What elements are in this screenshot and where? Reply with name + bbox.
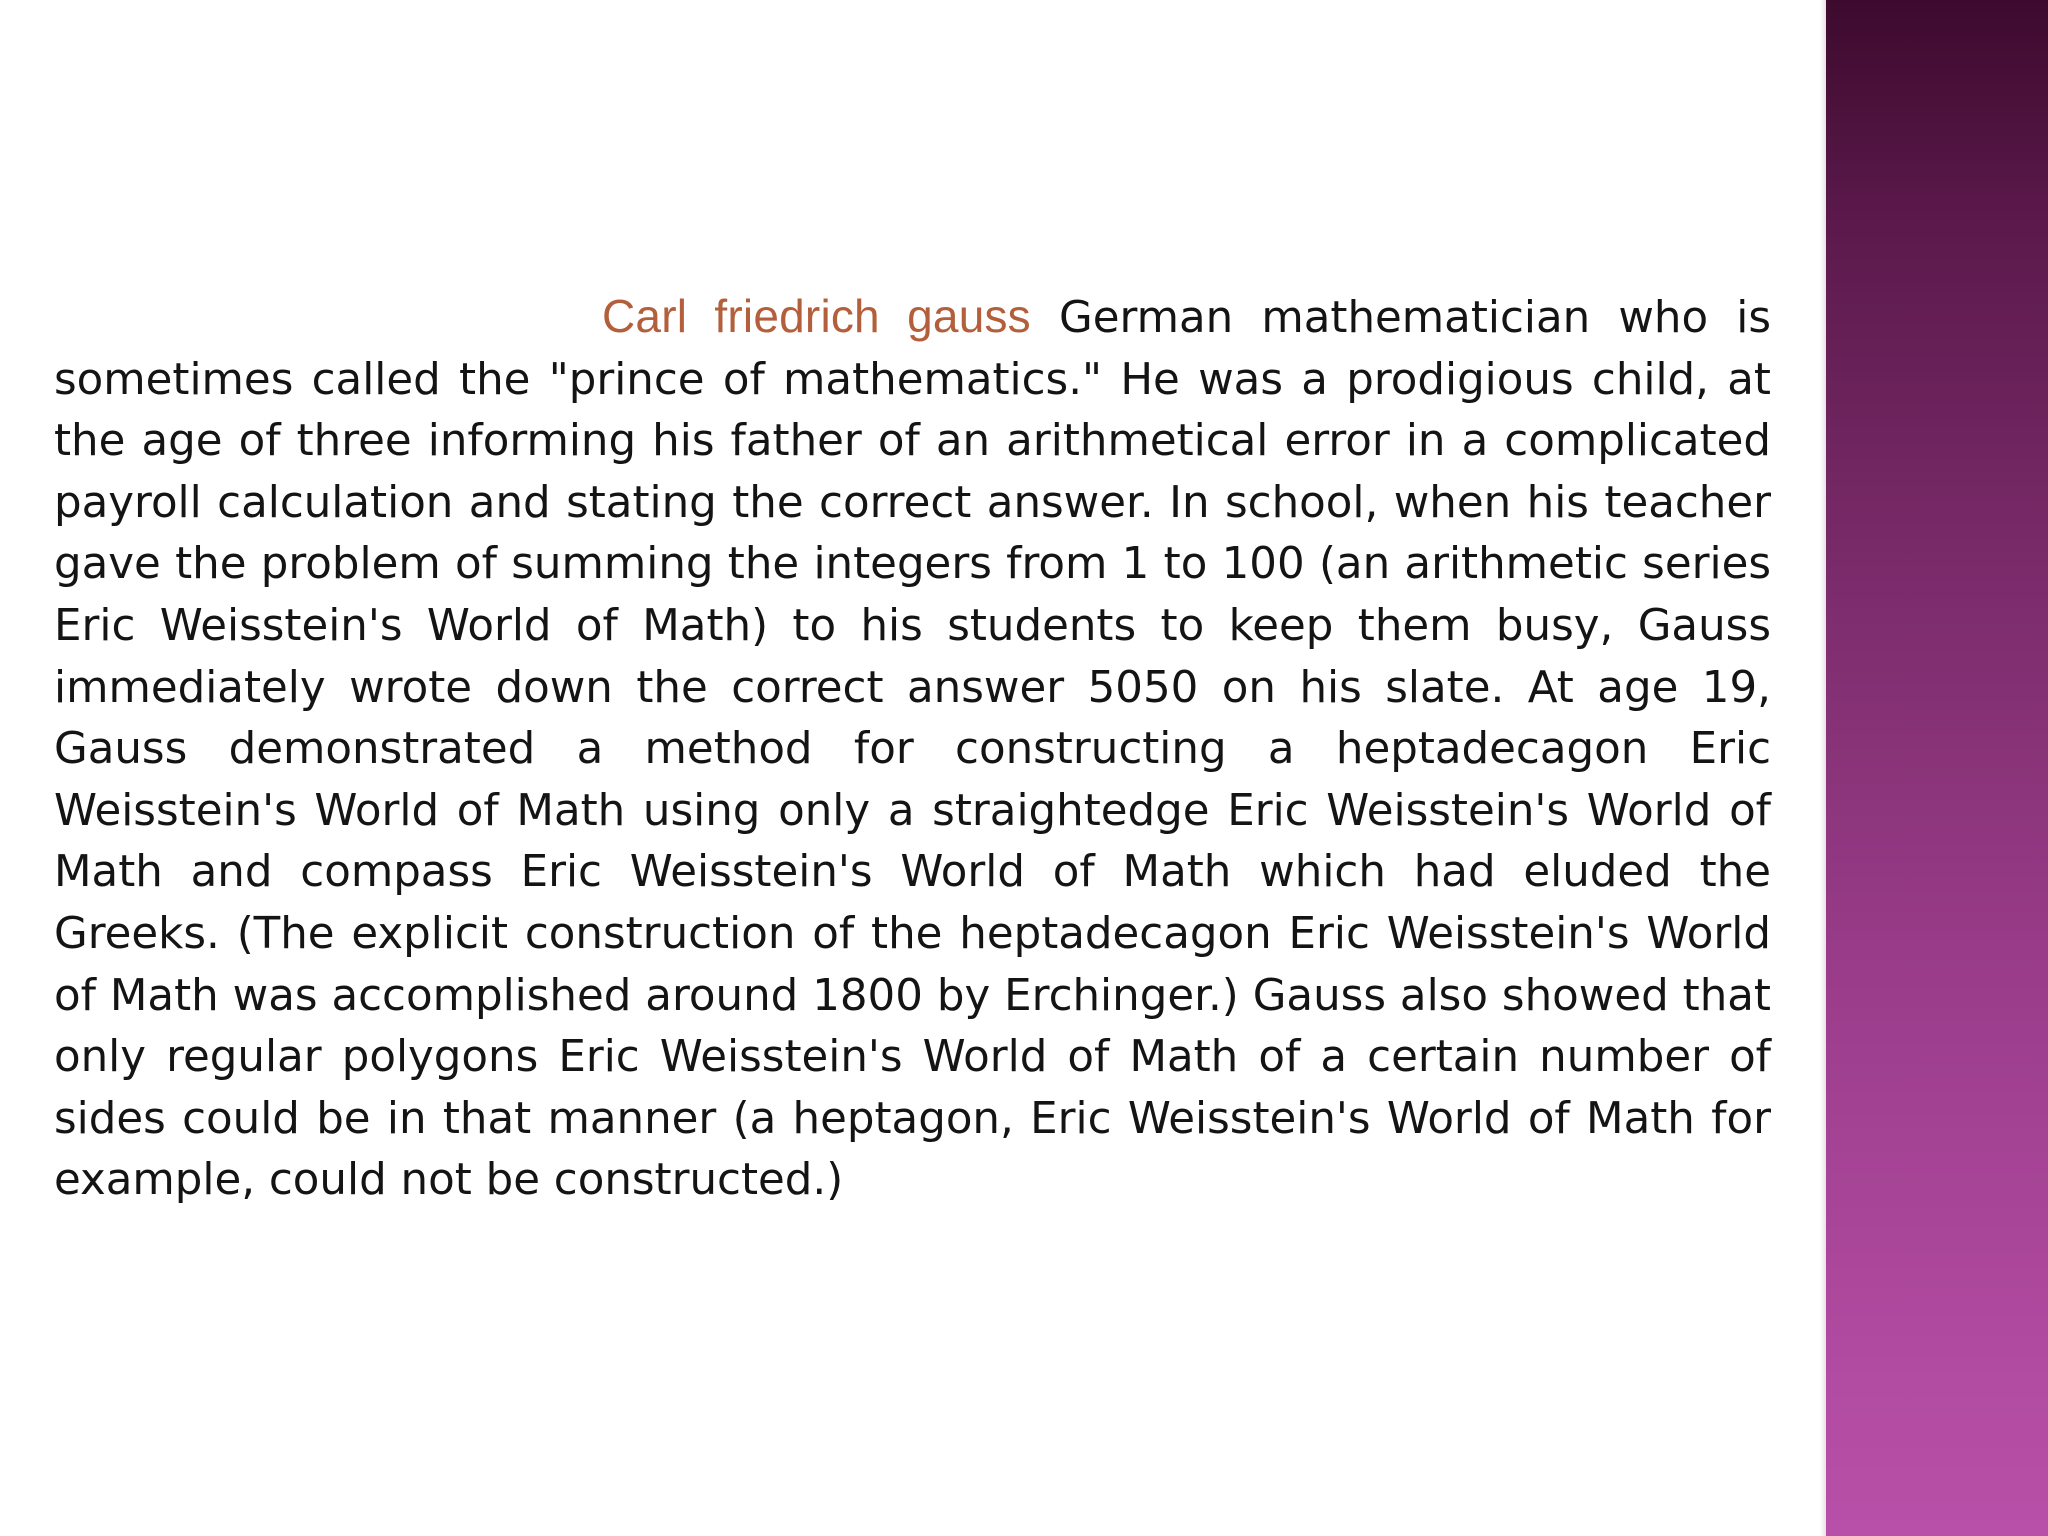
slide-title: Carl friedrich gauss bbox=[602, 290, 1031, 342]
slide-body-text bbox=[54, 286, 1771, 1212]
decorative-side-band bbox=[1826, 0, 2048, 1536]
slide-body: German mathematician who is sometimes called the "prince of mathematics." He was a prodigious child, at the age of three informing his father of an arithmetical error in a complicated payroll calculation and stating the correct answer. In school, when his teacher gave the problem of summing the integers from 1 to 100 (an arithmetic series Eric Weisstein's World of Math) to his students to keep them busy, Gauss immediately wrote down the correct answer 5050 on his slate. At age 19, Gauss demonstrated a method for constructing a heptadecagon Eric Weisstein's World of Math using only a straightedge Eric Weisstein's World of Math and compass Eric Weisstein's World of Math which had eluded the Greeks. (The explicit construction of the heptadecagon Eric Weisstein's World of Math was accomplished around 1800 by Erchinger.) Gauss also showed that only regular polygons Eric Weisstein's World of Math of a certain number of sides could be in that manner (a heptagon, Eric Weisstein's World of Math for example, could not be constructed.) bbox=[54, 293, 1771, 1206]
